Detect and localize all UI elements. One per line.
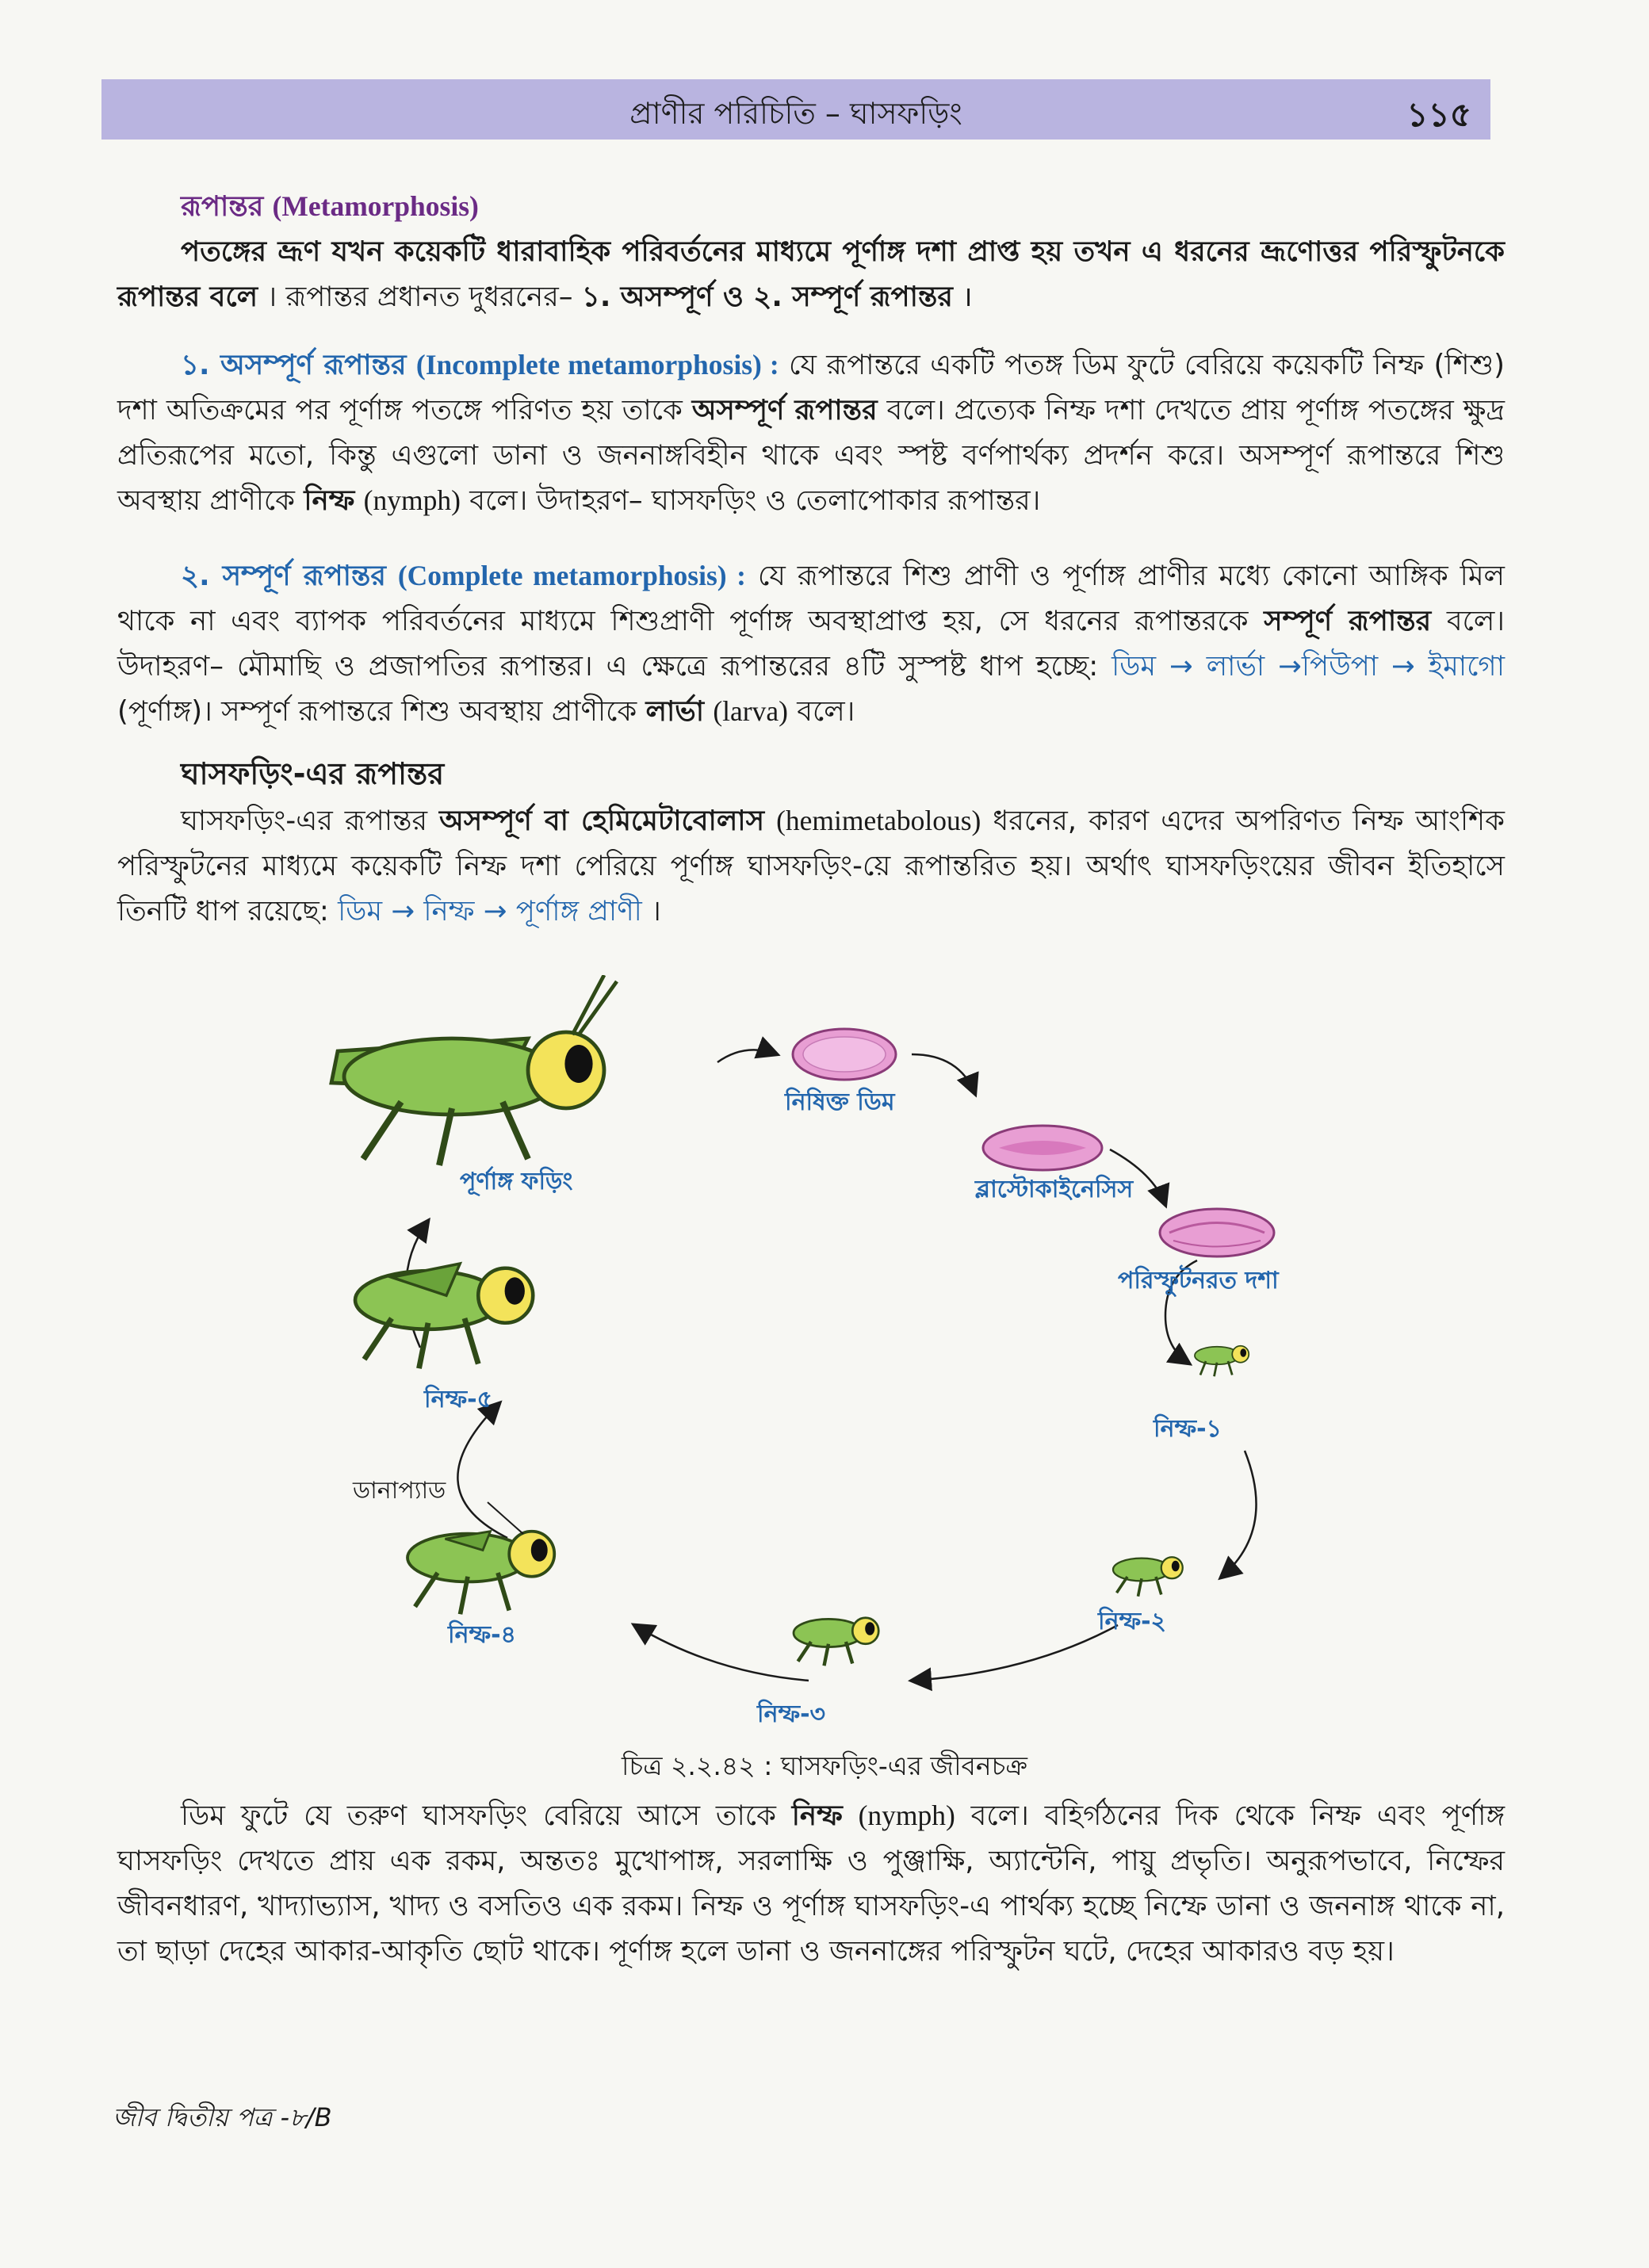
complete-paragraph <box>117 553 1505 734</box>
grasshopper-text-1: ঘাসফড়িং-এর রূপান্তর <box>181 805 427 837</box>
label-wing-pad: ডানাপ্যাড <box>353 1477 446 1505</box>
label-nymph-3: নিম্ফ-৩ <box>757 1700 826 1728</box>
end-mark: । <box>962 281 973 313</box>
definition-text: পতঙ্গের ভ্রূণ যখন কয়েকটি ধারাবাহিক পরিবর্তনের মাধ্যমে পূর্ণাঙ্গ দশা প্রাপ্ত হয় তখন এ ধরনের ভ্রূণোত্তর পরিস্ফুটনকে রূপান্তর বলে <box>117 235 1505 313</box>
complete-text-3: বলে। <box>797 695 855 728</box>
complete-text-1: যে রূপান্তরে শিশু প্রাণী ও পূর্ণাঙ্গ প্রাণীর মধ্যে কোনো আঙ্গিক মিল থাকে না এবং ব্যাপক পরিবর্তনের মাধ্যমে শিশুপ্রাণী পূর্ণাঙ্গ অবস্থাপ্রাপ্ত হয়, সে ধরনের রূপান্তরকে <box>117 560 1506 637</box>
grasshopper-stages: ডিম → নিম্ফ → পূর্ণাঙ্গ প্রাণী <box>338 895 642 927</box>
incomplete-paragraph <box>117 342 1505 523</box>
closing-paragraph <box>117 1793 1505 1974</box>
complete-stages-note: (পূর্ণাঙ্গ)। সম্পূর্ণ রূপান্তরে শিশু অবস্থায় প্রাণীকে <box>117 695 637 728</box>
closing-text-2: বলে। বহির্গঠনের দিক থেকে নিম্ফ এবং পূর্ণাঙ্গ ঘাসফড়িং দেখতে প্রায় এক রকম, অন্ততঃ মুখোপাঙ্গ, সরলাক্ষি ও পুঞ্জাক্ষি, অ্যান্টেনি, পায়ু প্রভৃতি। অনুরূপভাবে, নিম্ফের জীবনধারণ, খাদ্যাভ্যাস, খাদ্য ও বসতিও এক রকম। নিম্ফ ও পূর্ণাঙ্গ ঘাসফড়িং-এ পার্থক্য হচ্ছে নিম্ফে ডানা ও জননাঙ্গ থাকে না, তা ছাড়া দেহের আকার-আকৃতি ছোট থাকে। পূর্ণাঙ্গ হলে ডানা ও জননাঙ্গের পরিস্ফুটন ঘটে, দেহের আকারও বড় হয়। <box>117 1799 1505 1968</box>
nymph-en: (nymph) <box>363 484 461 516</box>
heading-en: (Metamorphosis) <box>272 190 479 222</box>
complete-heading-bn: ২. সম্পূর্ণ রূপান্তর <box>181 560 386 592</box>
label-nymph-4: নিম্ফ-৪ <box>448 1621 517 1649</box>
complete-stages: ডিম → লার্ভা →পিউপা → ইমাগো <box>1111 650 1505 683</box>
closing-term-en: (nymph) <box>858 1799 955 1831</box>
developing-egg <box>1160 1209 1274 1256</box>
types-intro: । রূপান্তর প্রধানত দুধরনের– <box>266 281 573 313</box>
complete-text-2: বলে। উদাহরণ– মৌমাছি ও প্রজাপতির রূপান্তর। এ ক্ষেত্রে রূপান্তরের ৪টি সুস্পষ্ট ধাপ হচ্ছে: <box>117 605 1505 683</box>
nymph-3-illustration <box>794 1618 878 1666</box>
larva-term: লার্ভা <box>645 695 705 728</box>
grasshopper-section <box>117 752 1505 934</box>
grasshopper-term: অসম্পূর্ণ বা হেমিমেটাবোলাস <box>439 805 765 837</box>
page-footer: জীব দ্বিতীয় পত্র -৮/B <box>113 2102 332 2132</box>
page-header <box>101 79 1490 140</box>
fertilized-egg <box>793 1029 896 1080</box>
label-developing: পরিস্ফুটনরত দশা <box>1118 1267 1279 1295</box>
complete-section <box>117 553 1505 734</box>
nymph-4-illustration <box>407 1532 554 1615</box>
nymph-1-illustration <box>1195 1346 1249 1377</box>
label-nymph-1: নিম্ফ-১ <box>1154 1415 1222 1443</box>
adult-grasshopper-illustration <box>331 975 617 1165</box>
heading-bn: রূপান্তর <box>181 190 264 223</box>
incomplete-text-2: বলে। প্রত্যেক নিম্ফ দশা দেখতে প্রায় পূর্ণাঙ্গ পতঙ্গের ক্ষুদ্র প্রতিরূপের মতো, কিন্তু এগুলো ডানা ও জননাঙ্গবিহীন থাকে এবং স্পষ্ট বর্ণপার্থক্য প্রদর্শন করে। অসম্পূর্ণ রূপান্তরে শিশু অবস্থায় প্রাণীকে <box>117 394 1505 517</box>
incomplete-term: অসম্পূর্ণ রূপান্তর <box>691 394 878 426</box>
incomplete-heading-bn: ১. অসম্পূর্ণ রূপান্তর <box>181 349 407 381</box>
incomplete-heading-en: (Incomplete metamorphosis) : <box>415 349 779 381</box>
closing-section <box>117 1793 1505 1974</box>
label-fertilized-egg: নিষিক্ত ডিম <box>785 1088 895 1116</box>
incomplete-section <box>117 342 1505 523</box>
incomplete-text-3: বলে। উদাহরণ– ঘাসফড়িং ও তেলাপোকার রূপান্তর। <box>469 484 1041 517</box>
grasshopper-end-mark: । <box>651 895 661 927</box>
complete-heading-en: (Complete metamorphosis) : <box>397 560 746 591</box>
label-blastokinesis: ব্লাস্টোকাইনেসিস <box>975 1176 1134 1203</box>
cycle-arrows <box>406 1050 1256 1681</box>
grasshopper-paragraph <box>117 798 1505 934</box>
nymph-2-illustration <box>1113 1557 1183 1597</box>
closing-text-1: ডিম ফুটে যে তরুণ ঘাসফড়িং বেরিয়ে আসে তাকে <box>181 1799 776 1832</box>
label-nymph-2: নিম্ফ-২ <box>1098 1608 1167 1635</box>
metamorphosis-heading <box>117 184 1505 229</box>
grasshopper-term-en: (hemimetabolous) <box>776 805 981 836</box>
label-adult: পূর্ণাঙ্গ ফড়িং <box>460 1168 573 1195</box>
nymph-term: নিম্ফ <box>304 484 355 517</box>
nymph-5-illustration <box>355 1264 533 1368</box>
types-list: ১. অসম্পূর্ণ ও ২. সম্পূর্ণ রূপান্তর <box>581 281 953 313</box>
grasshopper-text-2: ধরনের, কারণ এদের অপরিণত নিম্ফ আংশিক পরিস্ফুটনের মাধ্যমে কয়েকটি নিম্ফ দশা পেরিয়ে পূর্ণাঙ্গ ঘাসফড়িং-য়ে রূপান্তরিত হয়। অর্থাৎ ঘাসফড়িংয়ের জীবন ইতিহাসে তিনটি ধাপ রয়েছে: <box>117 805 1506 927</box>
complete-term: সম্পূর্ণ রূপান্তর <box>1264 605 1432 637</box>
incomplete-text-1: যে রূপান্তরে একটি পতঙ্গ ডিম ফুটে বেরিয়ে কয়েকটি নিম্ফ (শিশু) দশা অতিক্রমের পর পূর্ণাঙ্গ পতঙ্গে পরিণত হয় তাকে <box>117 349 1505 426</box>
life-cycle-diagram <box>301 975 1332 1736</box>
grasshopper-heading: ঘাসফড়িং-এর রূপান্তর <box>181 756 445 791</box>
label-nymph-5: নিম্ফ-৫ <box>424 1386 493 1413</box>
closing-term: নিম্ফ <box>791 1799 843 1832</box>
blastokinesis-egg <box>983 1126 1102 1170</box>
page-number: ১১৫ <box>1406 95 1471 134</box>
figure-caption: চিত্র ২.২.৪২ : ঘাসফড়িং-এর জীবনচক্র <box>621 1750 1027 1781</box>
metamorphosis-section <box>117 184 1505 319</box>
larva-en: (larva) <box>713 695 788 727</box>
chapter-title: প্রাণীর পরিচিতি – ঘাসফড়িং <box>629 96 962 131</box>
metamorphosis-definition <box>117 229 1505 319</box>
